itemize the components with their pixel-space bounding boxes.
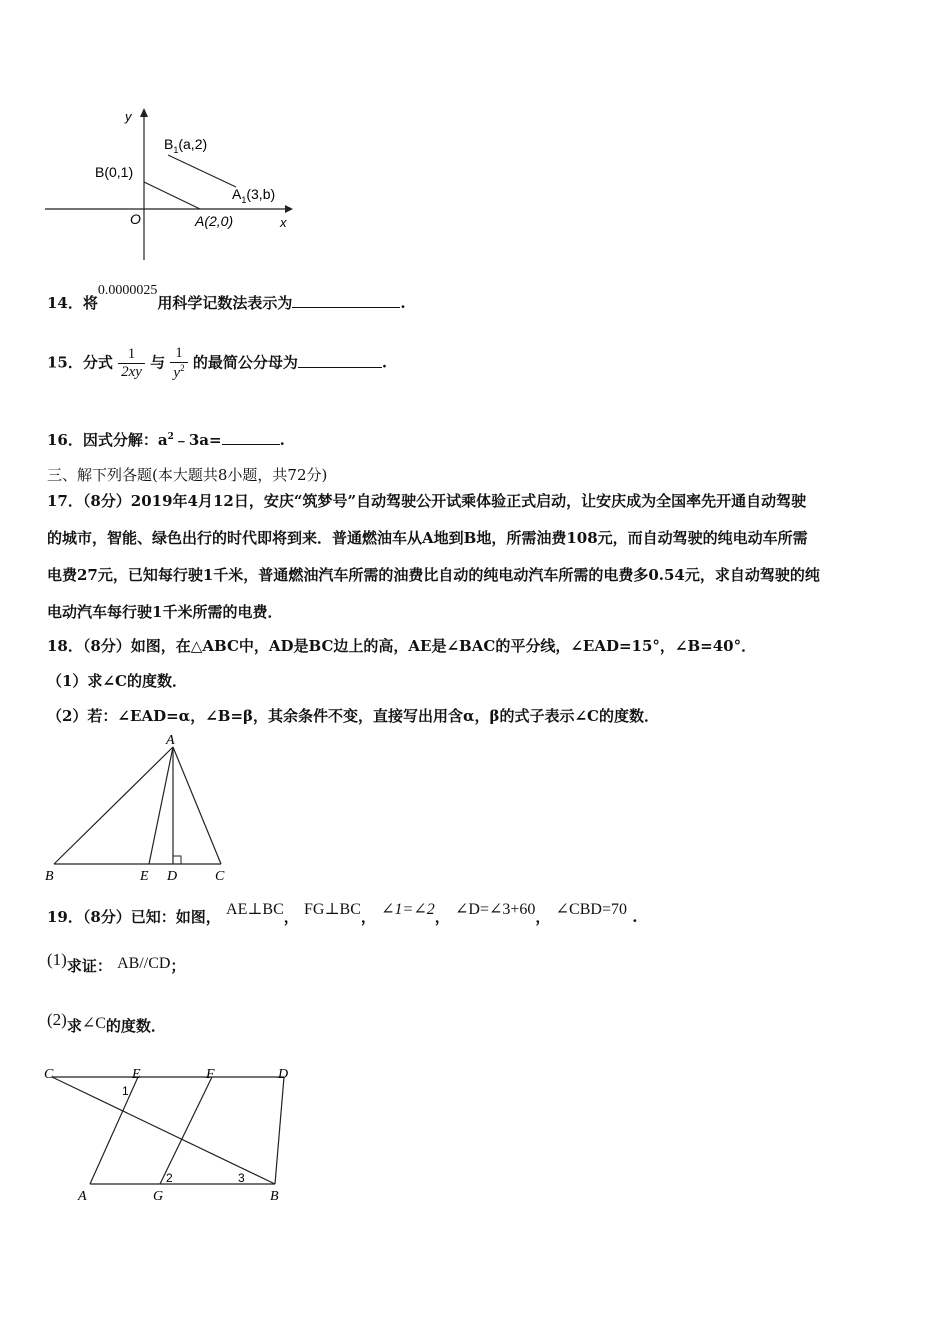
point-b1-label: $B_1(a,2)$ — [164, 136, 208, 155]
point-a1-label: $A_1(3,b)$ — [232, 186, 276, 205]
question-17-line-1: 17．（8分）2019年4月12日，安庆“筑梦号”自动驾驶公开试乘体验正式启动，让安庆成为全国率先开通自动驾驶 — [47, 492, 807, 510]
line-gf — [160, 1077, 212, 1184]
side-ab — [54, 747, 173, 864]
q16-answer-blank[interactable] — [222, 430, 280, 445]
label-f: F — [206, 1067, 215, 1082]
triangle-figure — [40, 730, 240, 885]
label-d: D — [278, 1067, 289, 1082]
q19-part-1-number: (1) — [47, 950, 67, 969]
question-19-part-2 — [47, 1010, 166, 1036]
coordinate-figure — [40, 105, 300, 265]
question-15 — [47, 345, 387, 382]
q19-condition-3: ∠1=∠2 — [381, 901, 435, 918]
question-17-line-3: 电费27元，已知每行驶1千米，普通燃油汽车所需的油费比自动的纯电动汽车所需的电费多0.54元，求自动驾驶的纯 — [47, 566, 820, 584]
segment-ba — [144, 182, 200, 209]
q19-part-1-expr: AB//CD — [117, 955, 171, 972]
q19-end: . — [632, 908, 638, 926]
angle-2-label: 2 — [166, 1171, 173, 1185]
x-axis-arrow — [285, 205, 293, 213]
question-19-part-1 — [47, 950, 186, 976]
q19-condition-1: AE⊥BC — [226, 901, 284, 918]
q19-part-1-text: 求证： — [66, 957, 112, 975]
question-16 — [47, 429, 285, 450]
q15-fraction-2: $\frac{1}{y^2}$ — [170, 345, 187, 382]
q19-part-1-end: ； — [170, 957, 186, 975]
q16-end: . — [279, 431, 285, 449]
parallel-lines-figure — [40, 1062, 310, 1207]
label-c: C — [215, 869, 225, 884]
q19-condition-4: ∠D=∠3+60 — [454, 901, 536, 918]
label-b: B — [45, 869, 54, 884]
q19-part-2-expr: ∠C — [81, 1015, 106, 1032]
label-g: G — [153, 1189, 164, 1204]
q19-part-2-number: (2) — [47, 1010, 67, 1029]
q16-number: 16．因式分解： — [47, 431, 158, 449]
angle-1-label: 1 — [122, 1084, 129, 1098]
q15-joiner: 与 — [150, 353, 166, 372]
label-c: C — [44, 1067, 54, 1082]
line-ae — [90, 1077, 138, 1184]
origin-label: O — [130, 211, 141, 227]
q14-answer-blank[interactable] — [292, 293, 400, 308]
label-e: E — [140, 869, 149, 884]
label-a: A — [78, 1189, 87, 1204]
q15-fraction-1: $\frac{1}{2xy}$ — [118, 346, 145, 381]
axis-x-label: x — [280, 215, 287, 230]
question-19-stem: 19．（8分）已知：如图， AE⊥BC， FG⊥BC， ∠1=∠2， ∠D=∠3+60， ∠CBD=70 . — [47, 901, 638, 926]
q15-end: . — [381, 353, 388, 372]
question-14 — [47, 283, 406, 313]
q14-number: 14．将 — [47, 294, 98, 312]
q19-part-2-text: 求 — [66, 1017, 82, 1035]
q19-part-2-end: 的度数． — [105, 1017, 166, 1035]
line-cb — [52, 1077, 275, 1184]
right-angle-mark — [173, 856, 181, 864]
q14-text: 用科学记数法表示为 — [157, 294, 293, 312]
question-18-stem: 18．（8分）如图，在△ABC中，AD是BC边上的高，AE是∠BAC的平分线，∠EAD=15°，∠B=40°． — [47, 637, 757, 655]
label-e: E — [132, 1067, 141, 1082]
point-a-label: A(2,0) — [195, 213, 234, 229]
question-18-part-1: （1）求∠C的度数． — [47, 672, 187, 690]
question-17-line-4: 电动汽车每行驶1千米所需的电费． — [47, 603, 283, 621]
q14-value: 0.0000025 — [97, 283, 158, 298]
section-3-title: 三、解下列各题(本大题共8小题，共72分) — [47, 466, 328, 484]
bisector-ae — [149, 747, 173, 864]
q19-condition-5: ∠CBD=70 — [555, 901, 627, 918]
y-axis-arrow — [140, 108, 148, 117]
label-a: A — [166, 733, 175, 748]
question-18-part-2: （2）若：∠EAD=α，∠B=β，其余条件不变，直接写出用含α，β的式子表示∠C的度数． — [47, 707, 659, 725]
q15-answer-blank[interactable] — [298, 353, 382, 368]
axis-y-label: y — [125, 109, 132, 124]
q15-number: 15．分式 — [47, 353, 113, 372]
q19-condition-2: FG⊥BC — [304, 901, 361, 918]
segment-b1a1 — [168, 155, 236, 187]
point-b-label: B(0,1) — [95, 164, 134, 180]
q14-end: . — [400, 294, 406, 312]
side-ac — [173, 747, 221, 864]
q16-expr: $a^2﹣3a=$ — [157, 431, 222, 449]
line-bd — [275, 1077, 284, 1184]
question-17-line-2: 的城市，智能、绿色出行的时代即将到来．普通燃油车从A地到B地，所需油费108元，而自动驾驶的纯电动车所需 — [47, 529, 808, 547]
angle-3-label: 3 — [238, 1171, 245, 1185]
label-b: B — [270, 1189, 279, 1204]
q19-lead: 19．（8分）已知：如图， — [47, 908, 221, 926]
label-d: D — [167, 869, 178, 884]
q15-text: 的最简公分母为 — [192, 353, 298, 372]
